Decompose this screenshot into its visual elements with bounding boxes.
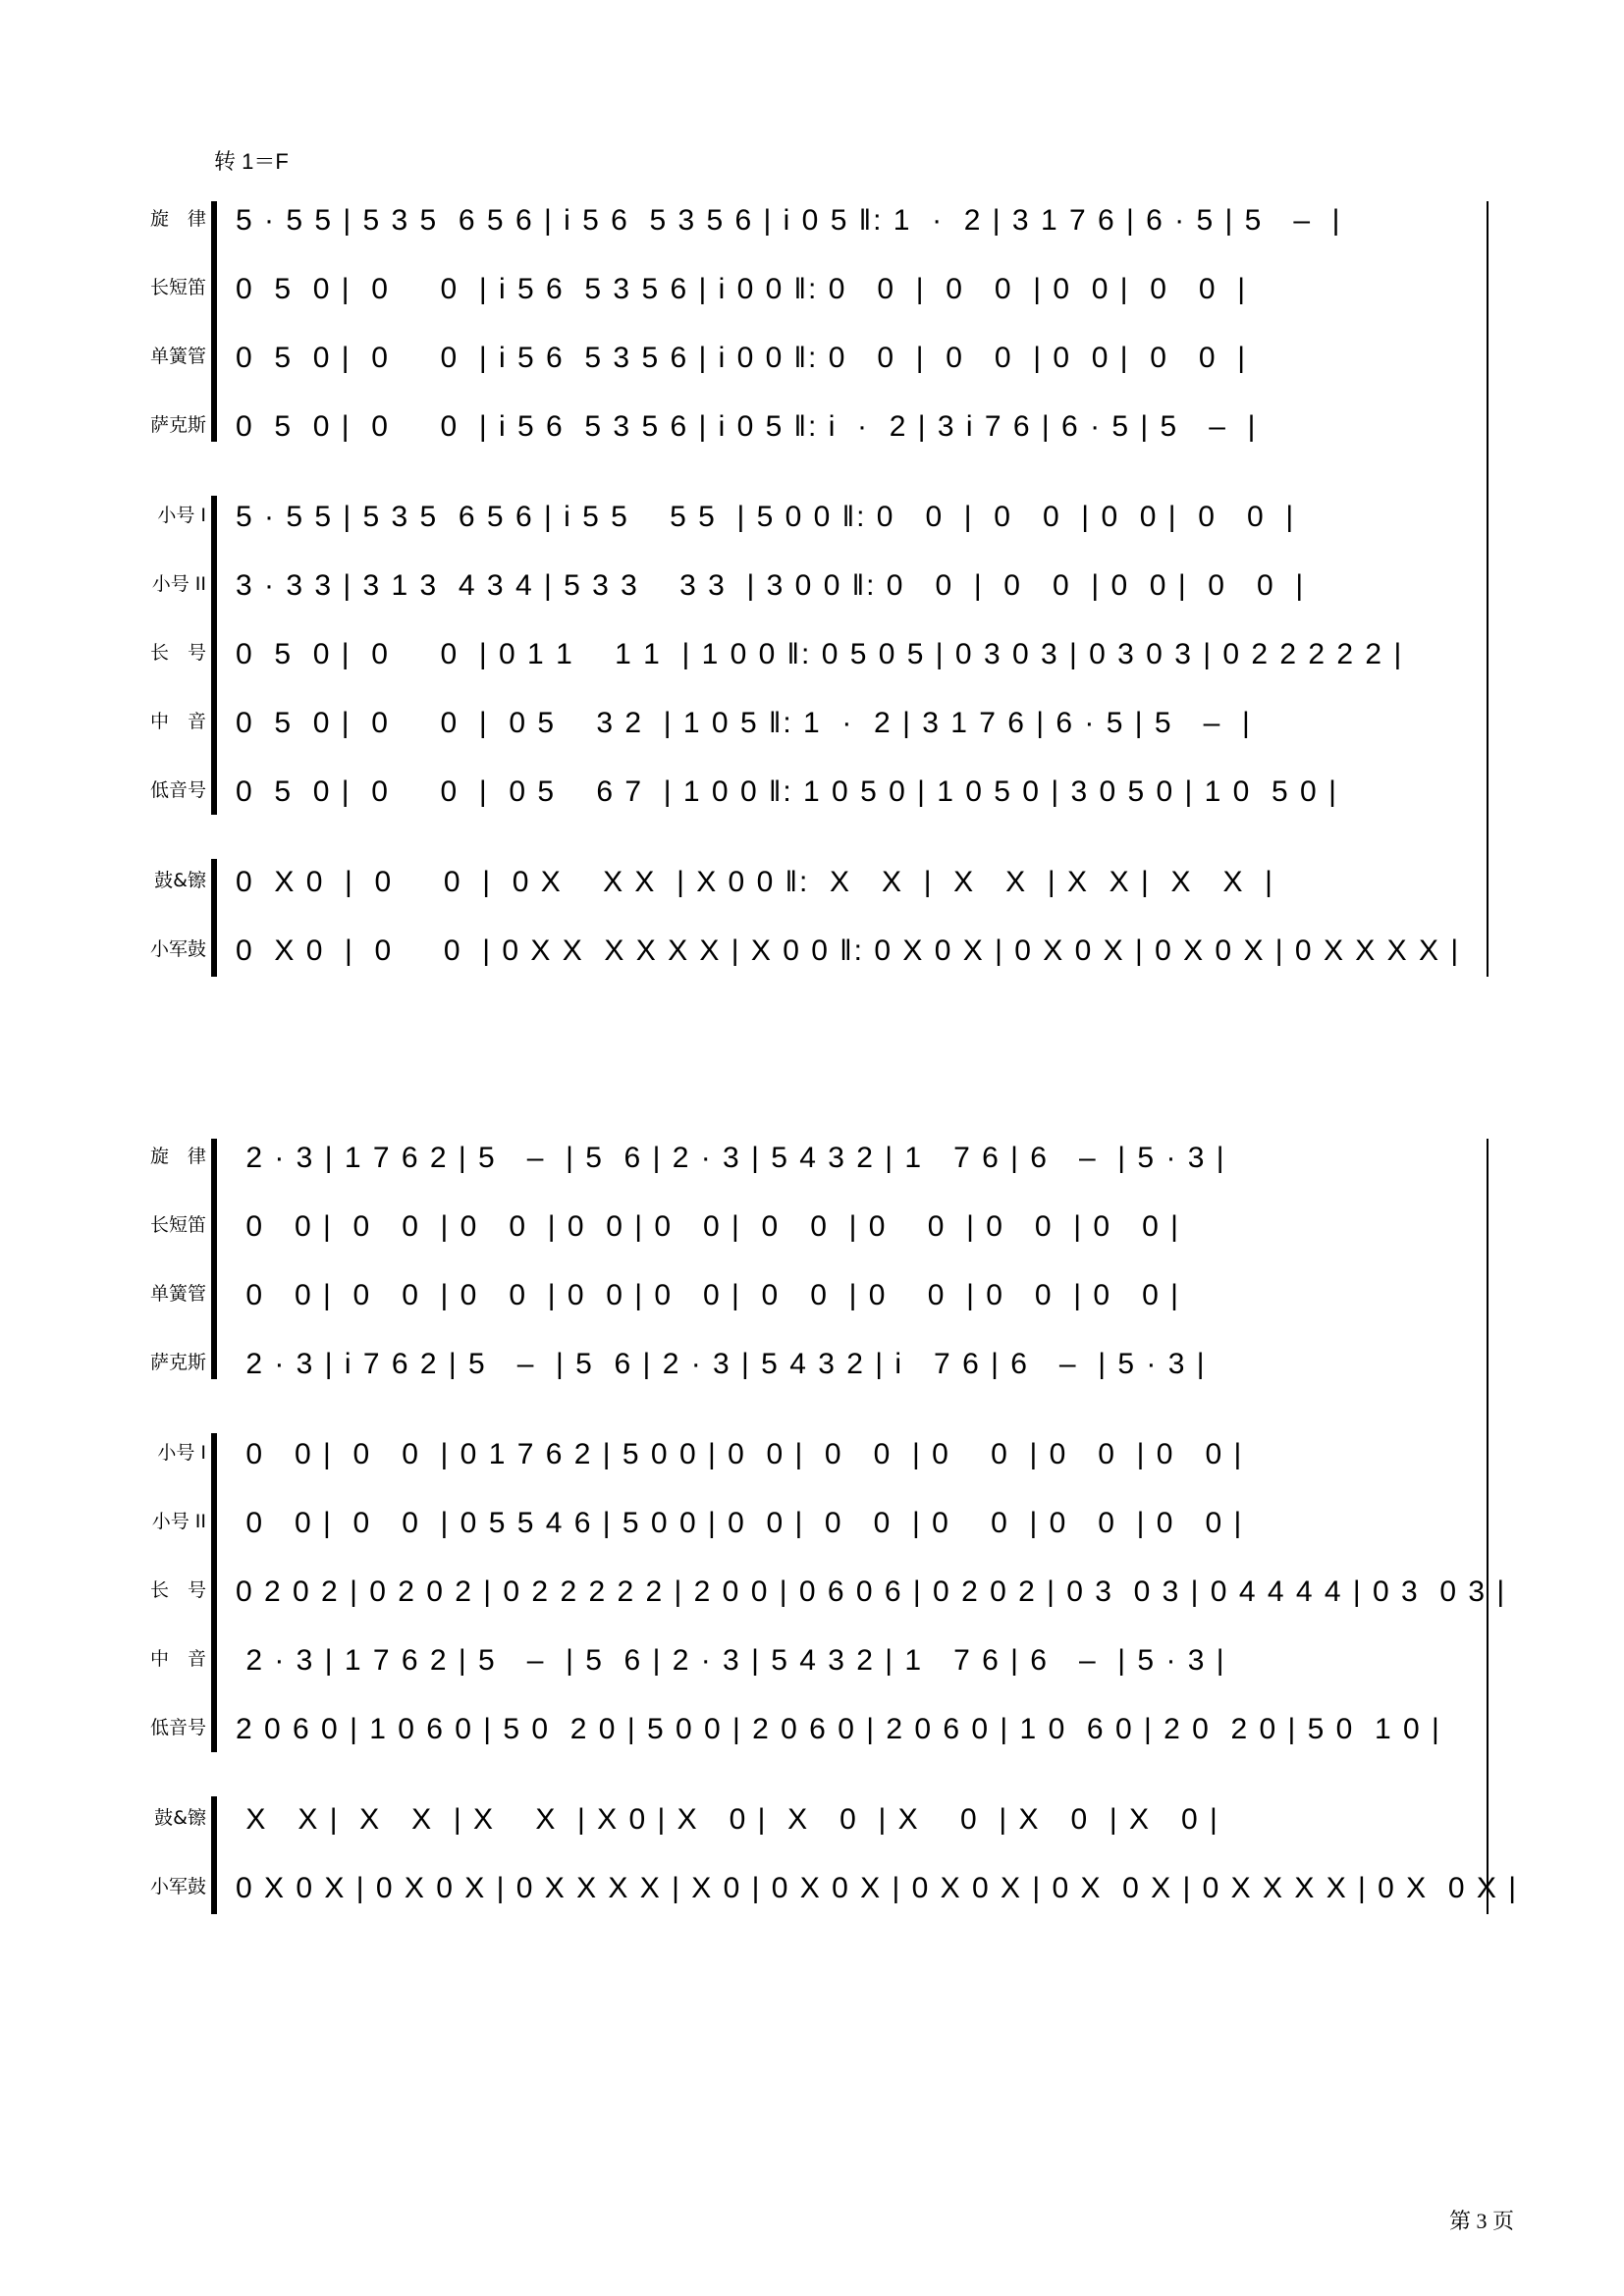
notation: X X | X X | X X | X 0 | X 0 | X 0 | X 0 | X 0 | X 0 | (236, 1803, 1219, 1836)
notation: 0 X 0 X | 0 X 0 X | 0 X X X X | X 0 | 0 X 0 X | 0 X 0 X | 0 X 0 X | 0 X X X X | 0 X 0 X | (236, 1872, 1519, 1904)
notation: 0 5 0 | 0 0 | i 5 6 5 3 5 6 | i 0 0 ‖: 0 0 | 0 0 | 0 0 | 0 0 | (236, 273, 1248, 305)
notation: 0 5 0 | 0 0 | 0 5 3 2 | 1 0 5 ‖: 1 · 2 | 3 1 7 6 | 6 · 5 | 5 – | (236, 707, 1252, 739)
notation: 0 X 0 | 0 0 | 0 X X X | X 0 0 ‖: X X | X X | X X | X X | (236, 866, 1274, 898)
staff-row (0, 273, 1624, 312)
instrument-label: 小军鼓 (149, 1876, 206, 1897)
notation: 0 2 0 2 | 0 2 0 2 | 0 2 2 2 2 2 | 2 0 0 | 0 6 0 6 | 0 2 0 2 | 0 3 0 3 | 0 4 4 4 4 | 0 3 0 3 | (236, 1575, 1507, 1608)
notation: 0 X 0 | 0 0 | 0 X X X X X X | X 0 0 ‖: 0 X 0 X | 0 X 0 X | 0 X 0 X | 0 X X X X | (236, 934, 1461, 967)
staff-row (0, 638, 1624, 677)
notation: 0 0 | 0 0 | 0 1 7 6 2 | 5 0 0 | 0 0 | 0 0 | 0 0 | 0 0 | 0 0 | (236, 1438, 1244, 1470)
staff-row (0, 1872, 1624, 1911)
instrument-label: 低音号 (149, 779, 206, 801)
notation: 3 · 3 3 | 3 1 3 4 3 4 | 5 3 3 3 3 | 3 0 0 ‖: 0 0 | 0 0 | 0 0 | 0 0 | (236, 569, 1306, 602)
instrument-label: 鼓&镲 (154, 870, 206, 891)
instrument-label: 单簧管 (149, 346, 206, 367)
notation: 0 5 0 | 0 0 | 0 5 6 7 | 1 0 0 ‖: 1 0 5 0 | 1 0 5 0 | 3 0 5 0 | 1 0 5 0 | (236, 775, 1338, 808)
notation: 2 · 3 | i 7 6 2 | 5 – | 5 6 | 2 · 3 | 5 4 3 2 | i 7 6 | 6 – | 5 · 3 | (236, 1348, 1207, 1380)
notation: 2 0 6 0 | 1 0 6 0 | 5 0 2 0 | 5 0 0 | 2 0 6 0 | 2 0 6 0 | 1 0 6 0 | 2 0 2 0 | 5 0 1 0 | (236, 1713, 1441, 1745)
staff-row (0, 410, 1624, 450)
key-change: 转 1＝F (214, 149, 289, 174)
notation: 2 · 3 | 1 7 6 2 | 5 – | 5 6 | 2 · 3 | 5 4 3 2 | 1 7 6 | 6 – | 5 · 3 | (236, 1142, 1226, 1174)
notation: 0 5 0 | 0 0 | i 5 6 5 3 5 6 | i 0 0 ‖: 0 0 | 0 0 | 0 0 | 0 0 | (236, 342, 1248, 374)
instrument-label: 旋 律 (149, 208, 206, 230)
instrument-label: 长 号 (149, 642, 206, 664)
instrument-label: 萨克斯 (149, 1352, 206, 1373)
staff-row (0, 501, 1624, 540)
staff-row (0, 775, 1624, 815)
staff-row (0, 1142, 1624, 1181)
instrument-label: 小号 II (151, 1511, 206, 1532)
staff-row (0, 1644, 1624, 1683)
notation: 0 0 | 0 0 | 0 0 | 0 0 | 0 0 | 0 0 | 0 0 | 0 0 | 0 0 | (236, 1279, 1180, 1311)
instrument-label: 鼓&镲 (154, 1807, 206, 1829)
instrument-label: 单簧管 (149, 1283, 206, 1305)
instrument-label: 小号 II (151, 573, 206, 595)
instrument-label: 萨克斯 (149, 414, 206, 436)
instrument-label: 小号 I (157, 1442, 206, 1464)
staff-row (0, 1713, 1624, 1752)
staff-row (0, 1803, 1624, 1842)
staff-row (0, 866, 1624, 905)
staff-row (0, 1575, 1624, 1615)
instrument-label: 旋 律 (149, 1146, 206, 1167)
notation: 0 0 | 0 0 | 0 5 5 4 6 | 5 0 0 | 0 0 | 0 0 | 0 0 | 0 0 | 0 0 | (236, 1507, 1244, 1539)
staff-row (0, 1438, 1624, 1477)
staff-row (0, 1348, 1624, 1387)
notation: 2 · 3 | 1 7 6 2 | 5 – | 5 6 | 2 · 3 | 5 4 3 2 | 1 7 6 | 6 – | 5 · 3 | (236, 1644, 1226, 1677)
instrument-label: 中 音 (149, 1648, 206, 1670)
instrument-label: 长短笛 (149, 1214, 206, 1236)
staff-row (0, 934, 1624, 974)
notation: 5 · 5 5 | 5 3 5 6 5 6 | i 5 5 5 5 | 5 0 0 ‖: 0 0 | 0 0 | 0 0 | 0 0 | (236, 501, 1296, 533)
staff-row (0, 1210, 1624, 1250)
instrument-label: 低音号 (149, 1717, 206, 1738)
notation: 5 · 5 5 | 5 3 5 6 5 6 | i 5 6 5 3 5 6 | i 0 5 ‖: 1 · 2 | 3 1 7 6 | 6 · 5 | 5 – | (236, 204, 1342, 237)
notation: 0 5 0 | 0 0 | i 5 6 5 3 5 6 | i 0 5 ‖: i · 2 | 3 i 7 6 | 6 · 5 | 5 – | (236, 410, 1258, 443)
staff-row (0, 569, 1624, 609)
notation: 0 0 | 0 0 | 0 0 | 0 0 | 0 0 | 0 0 | 0 0 | 0 0 | 0 0 | (236, 1210, 1180, 1243)
instrument-label: 小号 I (157, 505, 206, 526)
instrument-label: 长 号 (149, 1579, 206, 1601)
notation: 0 5 0 | 0 0 | 0 1 1 1 1 | 1 0 0 ‖: 0 5 0 5 | 0 3 0 3 | 0 3 0 3 | 0 2 2 2 2 2 | (236, 638, 1404, 670)
instrument-label: 长短笛 (149, 277, 206, 298)
page-number: 第 3 页 (1448, 2209, 1514, 2233)
instrument-label: 小军鼓 (149, 938, 206, 960)
staff-row (0, 1279, 1624, 1318)
instrument-label: 中 音 (149, 711, 206, 732)
staff-row (0, 1507, 1624, 1546)
staff-row (0, 342, 1624, 381)
staff-row (0, 707, 1624, 746)
staff-row (0, 204, 1624, 243)
